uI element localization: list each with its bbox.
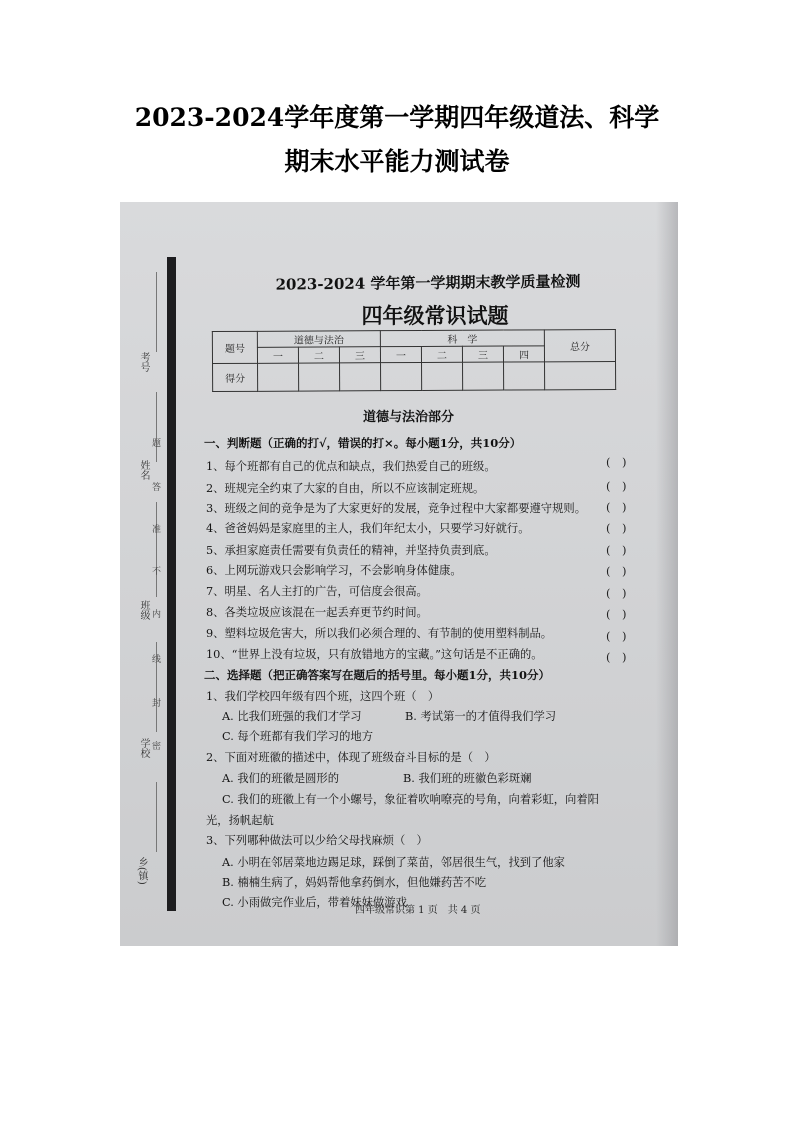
score-cell[interactable] (422, 362, 463, 390)
science-col: 三 (462, 346, 503, 362)
judge-item: 8、各类垃圾应该混在一起丢弃更节约时间。 (206, 606, 428, 619)
town-label: 乡(镇) (136, 857, 147, 885)
part1-heading: 一、判断题（正确的打√，错误的打×。每小题1分，共10分） (204, 436, 522, 450)
choice-question-stem: 1、我们学校四年级有四个班，这四个班（ ） (206, 690, 440, 703)
group-science-header: 科 学 (380, 330, 544, 347)
answer-paren[interactable]: ( ) (606, 479, 627, 493)
answer-paren[interactable]: ( ) (606, 586, 627, 600)
binding-bar (167, 257, 176, 911)
class-label: 班级 (138, 600, 149, 620)
judge-item: 7、明星、名人主打的广告，可信度会很高。 (206, 585, 428, 598)
exam-paper-photo (120, 202, 678, 946)
choice-option: B. 我们班的班徽色彩斑斓 (403, 772, 532, 785)
score-cell[interactable] (340, 363, 381, 391)
choice-option: B. 考试第一的才值得我们学习 (405, 710, 557, 723)
answer-paren[interactable]: ( ) (606, 607, 627, 621)
question-number-label: 题号 (212, 331, 257, 363)
exam-subtitle: 四年级常识试题 (361, 303, 509, 328)
seal-char: 准 (152, 525, 162, 535)
score-cell[interactable] (463, 362, 504, 390)
exam-header: 2023-2024 学年第一学期期末教学质量检测 (275, 272, 581, 294)
page-edge-shadow (656, 202, 678, 946)
part2-heading: 二、选择题（把正确答案写在题后的括号里。每小题1分，共10分） (204, 668, 551, 682)
score-cell[interactable] (381, 362, 422, 390)
choice-option-continued: 光，扬帆起航 (206, 814, 274, 827)
moral-col: 一 (257, 347, 298, 363)
score-cell[interactable] (258, 363, 299, 391)
moral-col: 二 (298, 347, 339, 363)
answer-paren[interactable]: ( ) (606, 543, 627, 557)
choice-option: A. 我们的班徽是圆形的 (222, 772, 340, 785)
score-cell[interactable] (504, 362, 545, 390)
answer-paren[interactable]: ( ) (606, 629, 627, 643)
science-col: 一 (380, 346, 421, 362)
science-col: 二 (421, 346, 462, 362)
moral-col: 三 (339, 347, 380, 363)
total-score-cell[interactable] (545, 361, 616, 389)
town-line (156, 782, 157, 852)
choice-question-stem: 3、下列哪种做法可以少给父母找麻烦（ ） (206, 834, 428, 847)
judge-item: 9、塑料垃圾危害大，所以我们必须合理的、有节制的使用塑料制品。 (206, 627, 553, 640)
name-label: 姓名 (138, 460, 149, 480)
choice-question-stem: 2、下面对班徽的描述中，体现了班级奋斗目标的是（ ） (206, 751, 496, 764)
seal-char: 内 (152, 610, 162, 620)
seal-char: 线 (152, 655, 162, 665)
judge-item: 3、班级之间的竞争是为了大家更好的发展，竞争过程中大家都要遵守规则。 (206, 502, 586, 515)
group-moral-header: 道德与法治 (257, 331, 380, 348)
judge-item: 10、“世界上没有垃圾，只有放错地方的宝藏。”这句话是不正确的。 (206, 648, 543, 661)
choice-option: B. 楠楠生病了，妈妈帮他拿药倒水，但他嫌药苦不吃 (222, 876, 487, 889)
score-cell[interactable] (299, 363, 340, 391)
answer-paren[interactable]: ( ) (606, 650, 627, 664)
school-label: 学校 (138, 738, 149, 758)
class-line (156, 502, 157, 597)
exam-number-label: 考号 (138, 352, 149, 372)
seal-char: 题 (152, 439, 162, 449)
science-col: 四 (503, 346, 544, 362)
choice-option: A. 小明在邻居菜地边踢足球，踩倒了菜苗，邻居很生气，找到了他家 (222, 856, 565, 869)
judge-item: 6、上网玩游戏只会影响学习，不会影响身体健康。 (206, 564, 462, 577)
seal-char: 答 (152, 483, 162, 493)
answer-paren[interactable]: ( ) (606, 564, 627, 578)
seal-char: 不 (152, 567, 162, 577)
seal-char: 密 (152, 742, 162, 752)
page-title-line2: 期末水平能力测试卷 (284, 147, 510, 176)
seal-char: 封 (152, 699, 162, 709)
choice-option: C. 小雨做完作业后，带着妹妹做游戏 (222, 896, 407, 909)
answer-paren[interactable]: ( ) (606, 500, 627, 514)
choice-option: A. 比我们班强的我们才学习 (222, 710, 362, 723)
total-header: 总分 (544, 329, 615, 361)
answer-paren[interactable]: ( ) (606, 455, 627, 469)
section-title: 道德与法治部分 (363, 410, 455, 425)
judge-item: 4、爸爸妈妈是家庭里的主人，我们年纪太小，只要学习好就行。 (206, 522, 530, 535)
score-table (212, 329, 616, 392)
page-footer: 四年级常识第 1 页 共 4 页 (355, 905, 481, 916)
choice-option: C. 每个班都有我们学习的地方 (222, 730, 373, 743)
page-title-line1: 2023-2024学年度第一学期四年级道法、科学 (134, 103, 660, 132)
choice-option: C. 我们的班徽上有一个小螺号，象征着吹响嘹亮的号角，向着彩虹，向着阳 (222, 793, 599, 806)
name-line (156, 392, 157, 462)
exam-number-line (156, 272, 157, 352)
answer-paren[interactable]: ( ) (606, 521, 627, 535)
judge-item: 5、承担家庭责任需要有负责任的精神，并坚持负责到底。 (206, 544, 496, 557)
judge-item: 2、班规完全约束了大家的自由，所以不应该制定班规。 (206, 482, 485, 495)
judge-item: 1、每个班都有自己的优点和缺点，我们热爱自己的班级。 (206, 460, 496, 473)
score-row-label: 得分 (213, 363, 258, 391)
